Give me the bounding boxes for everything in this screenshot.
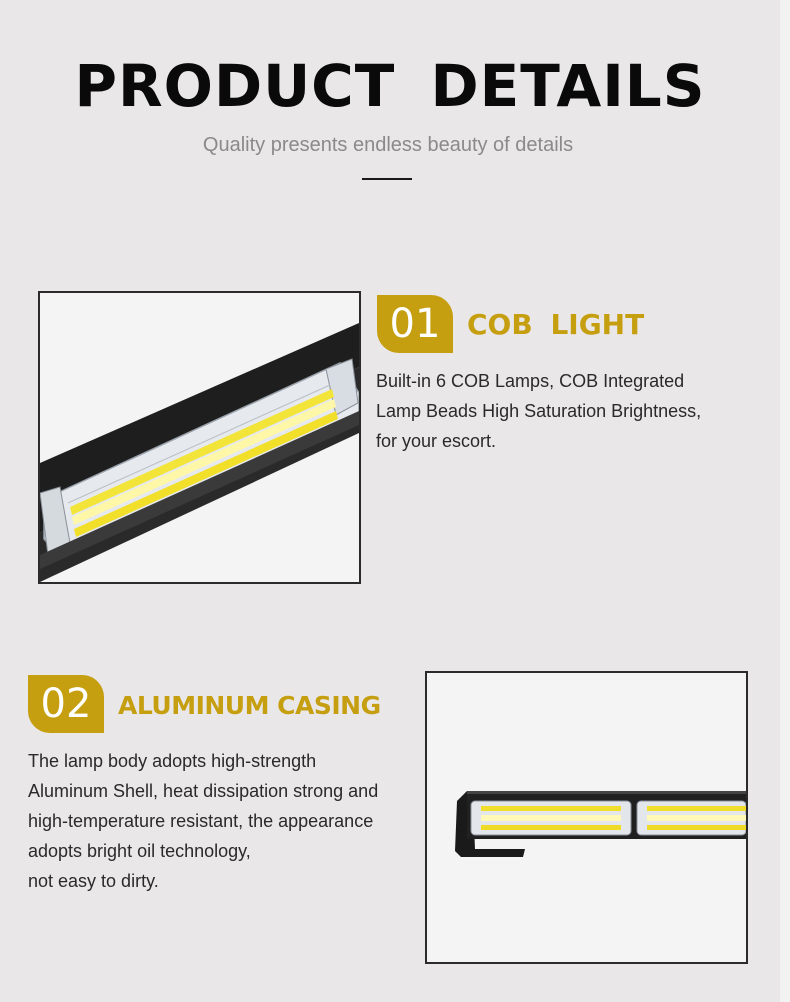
description-line: Lamp Beads High Saturation Brightness, — [376, 401, 702, 421]
page-subtitle: Quality presents endless beauty of details — [202, 134, 574, 156]
feature-number-badge: 02 — [28, 675, 104, 733]
right-edge-strip — [780, 0, 790, 1002]
feature-description-aluminum-casing — [28, 746, 423, 896]
light-bar-side-illustration — [427, 673, 746, 962]
title-divider — [362, 178, 412, 180]
description-line: for your escort. — [376, 431, 497, 451]
page-title: PRODUCT DETAILS — [74, 52, 706, 120]
cob-light-bar-illustration — [40, 293, 359, 582]
description-line: adopts bright oil technology, — [28, 841, 251, 861]
description-line: high-temperature resistant, the appearance — [28, 811, 374, 831]
feature-heading-cob-light: COB LIGHT — [467, 308, 645, 341]
feature-heading-aluminum-casing: ALUMINUM CASING — [118, 691, 381, 720]
aluminum-casing-image — [425, 671, 748, 964]
description-line: The lamp body adopts high-strength — [28, 751, 317, 771]
cob-light-closeup-image — [38, 291, 361, 584]
description-line: Built-in 6 COB Lamps, COB Integrated — [376, 371, 685, 391]
feature-description-cob-light — [376, 366, 756, 456]
description-line: not easy to dirty. — [28, 871, 159, 891]
feature-number-badge: 01 — [377, 295, 453, 353]
description-line: Aluminum Shell, heat dissipation strong and — [28, 781, 379, 801]
